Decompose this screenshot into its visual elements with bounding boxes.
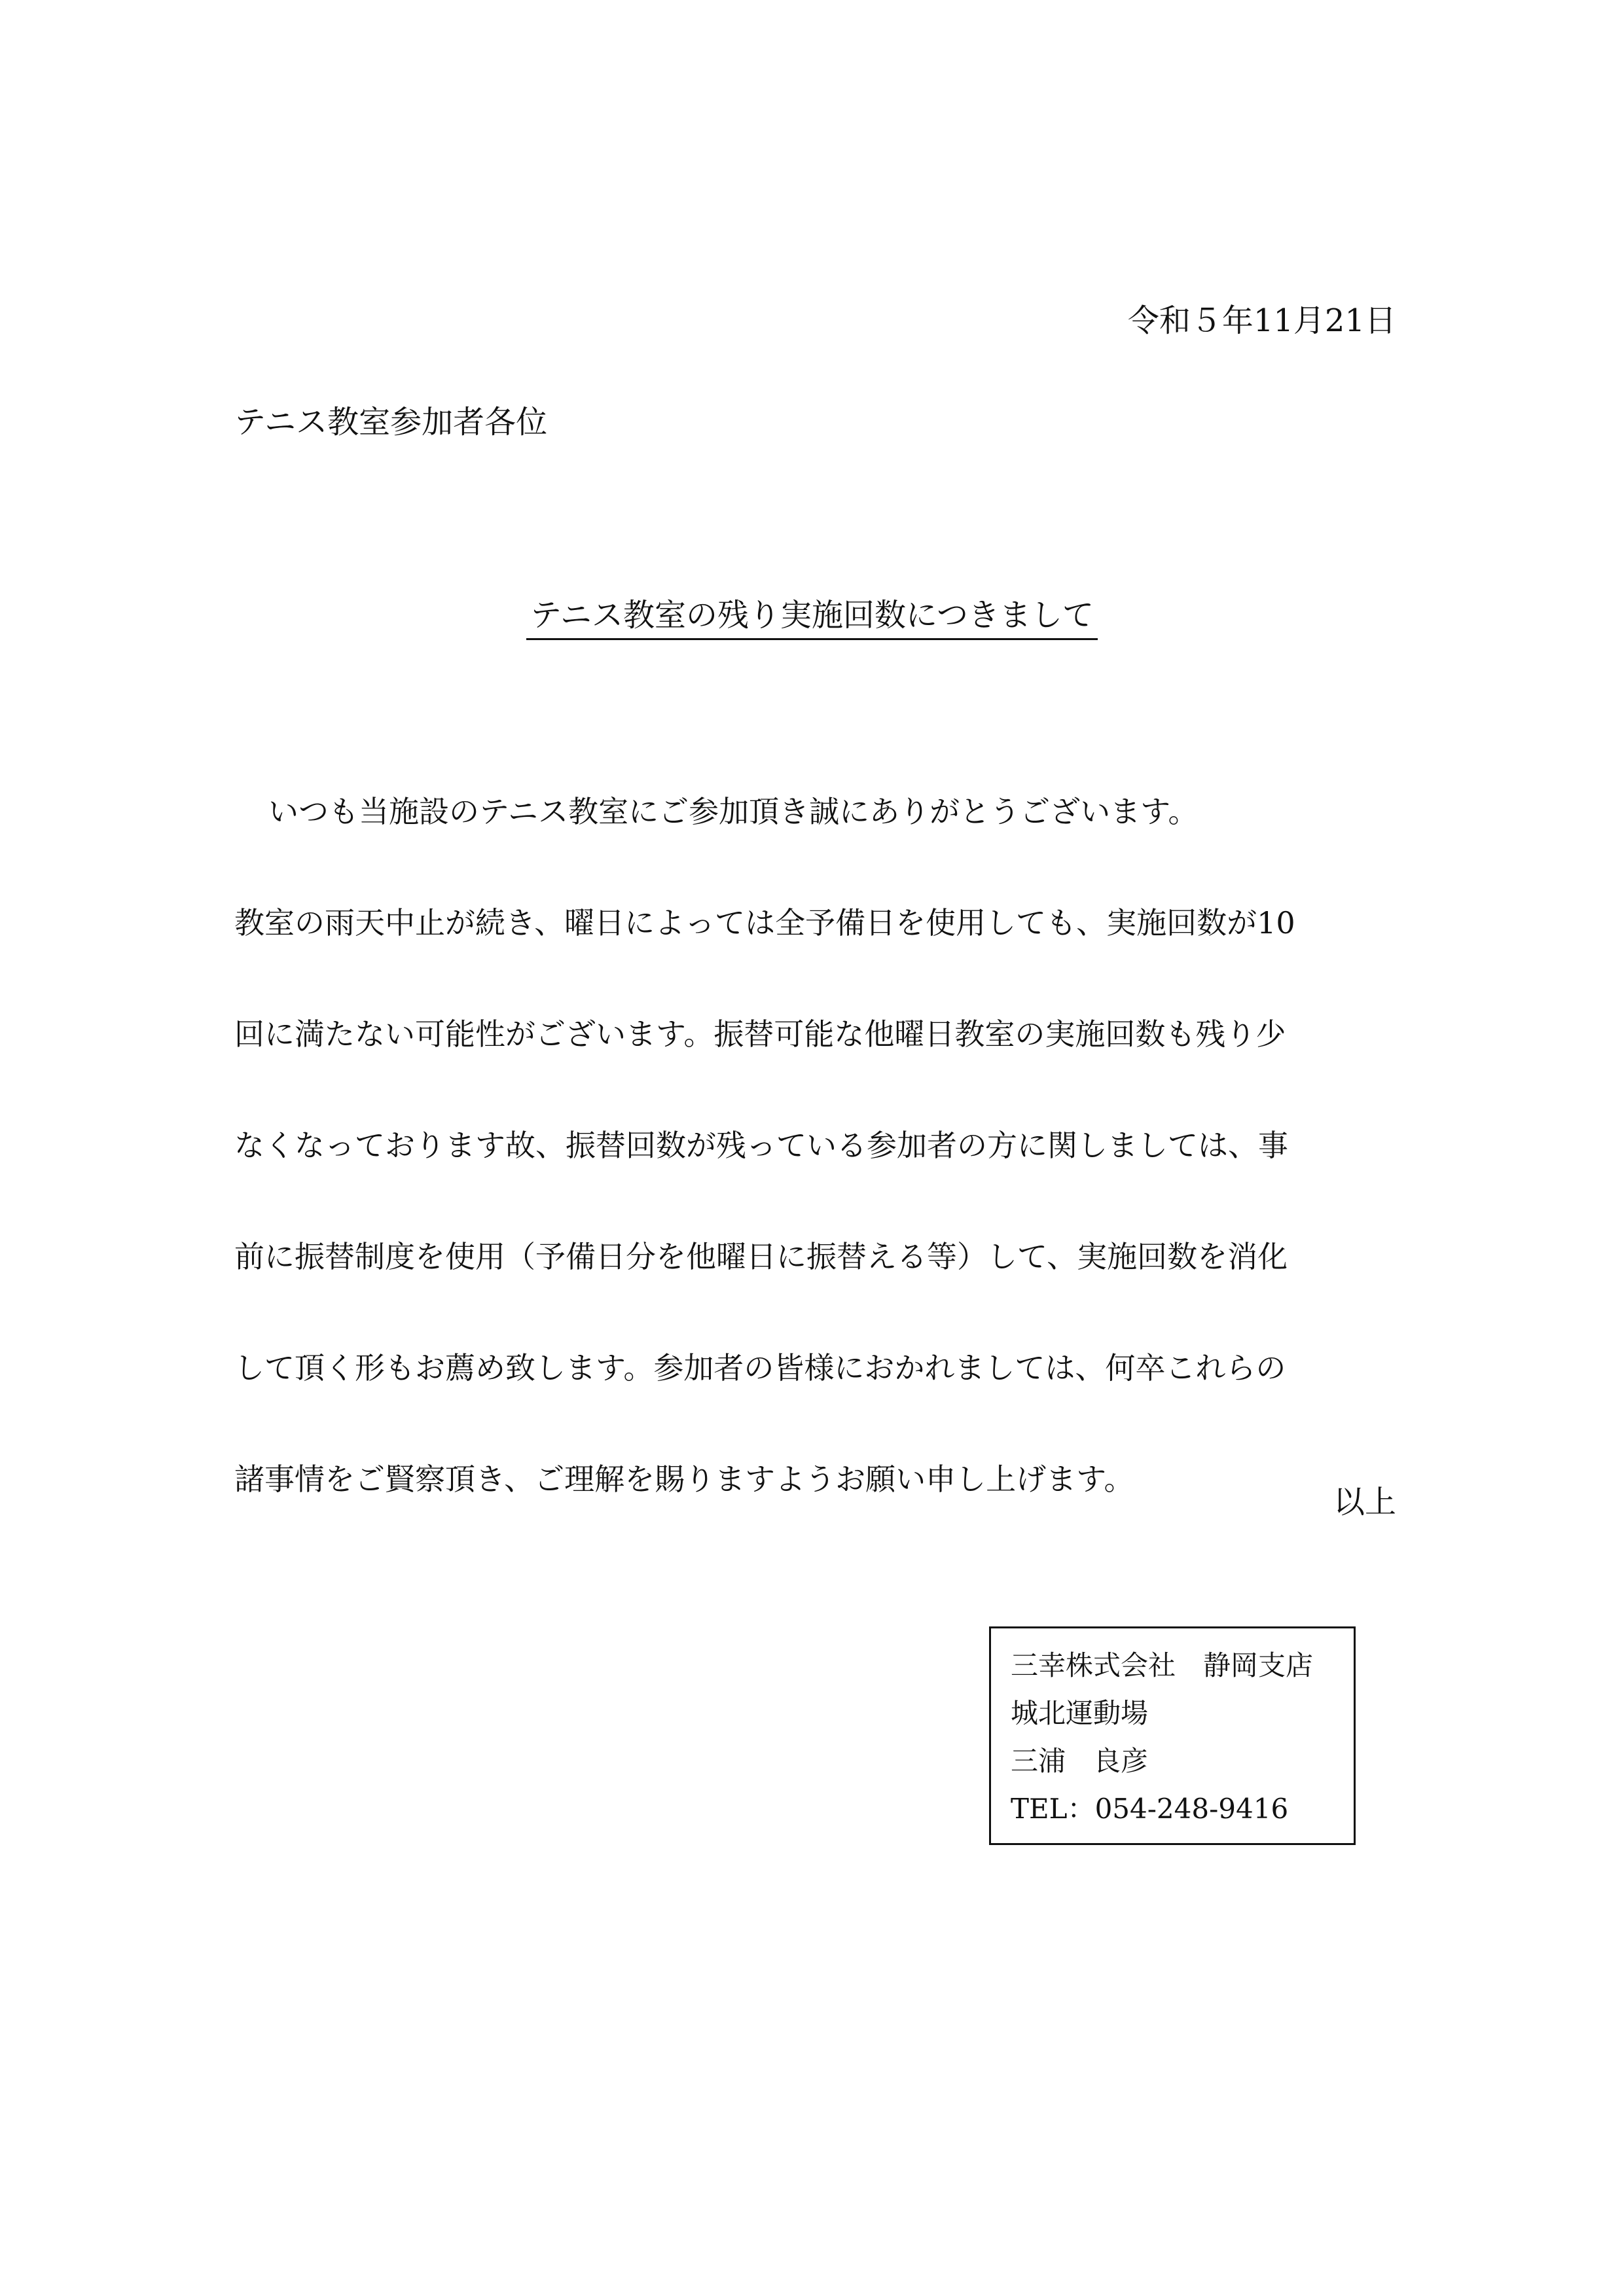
signature-phone: TEL：054-248-9416 [1011,1793,1289,1825]
signature-facility: 城北運動場 [1011,1697,1149,1729]
document-title-container [0,592,1624,640]
addressee: テニス教室参加者各位 [234,404,548,440]
document-date: 令和５年11月21日 [1127,302,1396,339]
body-line: いつも当施設のテニス教室にご参加頂き誠にありがとうございます。 [268,794,1199,829]
body-line: 教室の雨天中止が続き、曜日によっては全予備日を使用しても、実施回数が10 [234,905,1295,941]
body-line: して頂く形もお薦め致します。参加者の皆様におかれましては、何卒これらの [234,1350,1286,1386]
body-line: 諸事情をご賢察頂き、ご理解を賜りますようお願い申し上げます。 [234,1462,1134,1497]
signature-company: 三幸株式会社 静岡支店 [1011,1649,1314,1681]
body-line: 回に満たない可能性がございます。振替可能な他曜日教室の実施回数も残り少 [234,1016,1286,1052]
body-text [234,789,1399,1568]
body-line: なくなっております故、振替回数が残っている参加者の方に関しましては、事 [234,1128,1288,1163]
closing-remark: 以上 [1333,1484,1396,1520]
signature-box [989,1626,1356,1845]
body-line: 前に振替制度を使用（予備日分を他曜日に振替える等）して、実施回数を消化 [234,1239,1288,1274]
signature-person: 三浦 良彦 [1011,1745,1149,1777]
document-title: テニス教室の残り実施回数につきまして [526,595,1098,640]
